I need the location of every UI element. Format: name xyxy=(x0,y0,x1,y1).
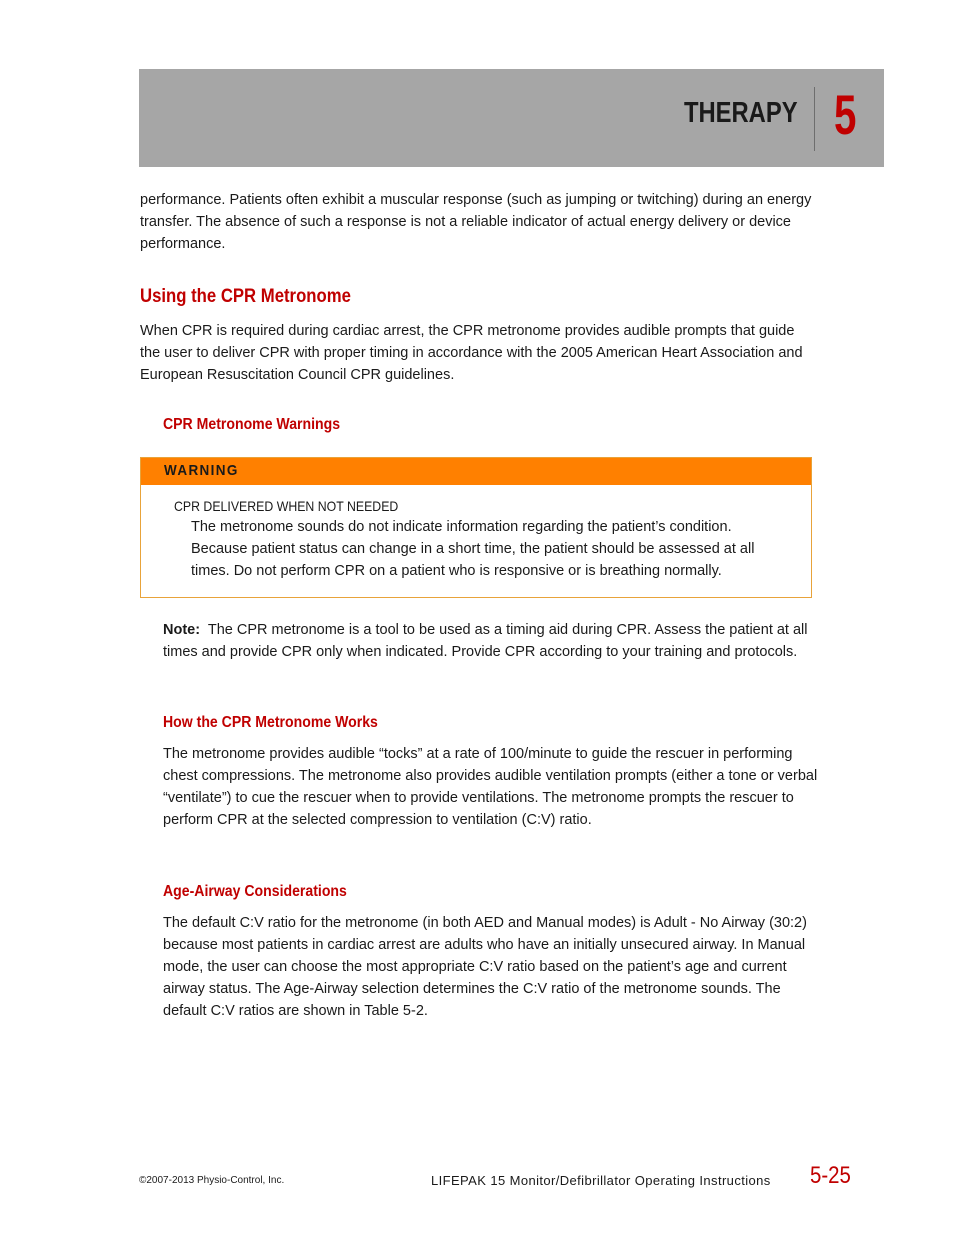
age-airway-paragraph: The default C:V ratio for the metronome (in both AED and Manual modes) is Adult - No Airway (30:2) because most patients in cardiac arrest are adults who have an initially unsecured airway. In Manual mode, the user can choose the most appropriate C:V ratio based on the patient’s age and current airway status. The Age-Airway selection determines the C:V ratio of the metronome sounds. The default C:V ratios are shown in Table 5-2. xyxy=(163,915,807,1019)
note-paragraph xyxy=(163,619,818,663)
subsection-heading-age-airway: Age-Airway Considerations xyxy=(163,883,347,900)
warning-text: The metronome sounds do not indicate information regarding the patient’s condition. Because patient status can change in a short time, the patient should be assessed at all times. Do not perform CPR on a patient who is responsive or is breathing normally. xyxy=(191,519,755,579)
subsection-heading-warnings: CPR Metronome Warnings xyxy=(163,416,341,433)
note-text: The CPR metronome is a tool to be used as a timing aid during CPR. Assess the patient at all times and provide CPR only when indicated. Provide CPR according to your training and protocols. xyxy=(163,622,808,660)
warning-label: WARNING xyxy=(164,462,239,479)
section-paragraph: When CPR is required during cardiac arrest, the CPR metronome provides audible prompts that guide the user to deliver CPR with proper timing in accordance with the 2005 American Heart Association and European Resuscitation Council CPR guidelines. xyxy=(140,323,803,383)
chapter-title: THERAPY xyxy=(684,97,798,129)
warning-box xyxy=(140,457,812,598)
warning-heading: CPR DELIVERED WHEN NOT NEEDED xyxy=(174,498,399,514)
section-heading: Using the CPR Metronome xyxy=(140,286,351,307)
how-it-works-paragraph: The metronome provides audible “tocks” at a rate of 100/minute to guide the rescuer in performing chest compressions. The metronome also provides audible ventilation prompts (either a tone or verbal “ventilate”) to cue the rescuer when to provide ventilations. The metronome prompts the rescuer to perform CPR at the selected compression to ventilation (C:V) ratio. xyxy=(163,746,818,828)
footer-document-title: LIFEPAK 15 Monitor/Defibrillator Operating Instructions xyxy=(431,1173,771,1188)
chapter-number: 5 xyxy=(834,83,857,146)
chapter-divider xyxy=(814,87,815,151)
footer-page-number: 5-25 xyxy=(810,1162,851,1189)
subsection-heading-how-it-works: How the CPR Metronome Works xyxy=(163,714,378,731)
chapter-header-band xyxy=(139,69,884,167)
note-label: Note: xyxy=(163,622,201,638)
footer-copyright: ©2007-2013 Physio-Control, Inc. xyxy=(139,1175,285,1186)
warning-bar xyxy=(141,458,811,485)
intro-paragraph: performance. Patients often exhibit a muscular response (such as jumping or twitching) during an energy transfer. The absence of such a response is not a reliable indicator of actual energy delivery or device performance. xyxy=(140,192,812,252)
